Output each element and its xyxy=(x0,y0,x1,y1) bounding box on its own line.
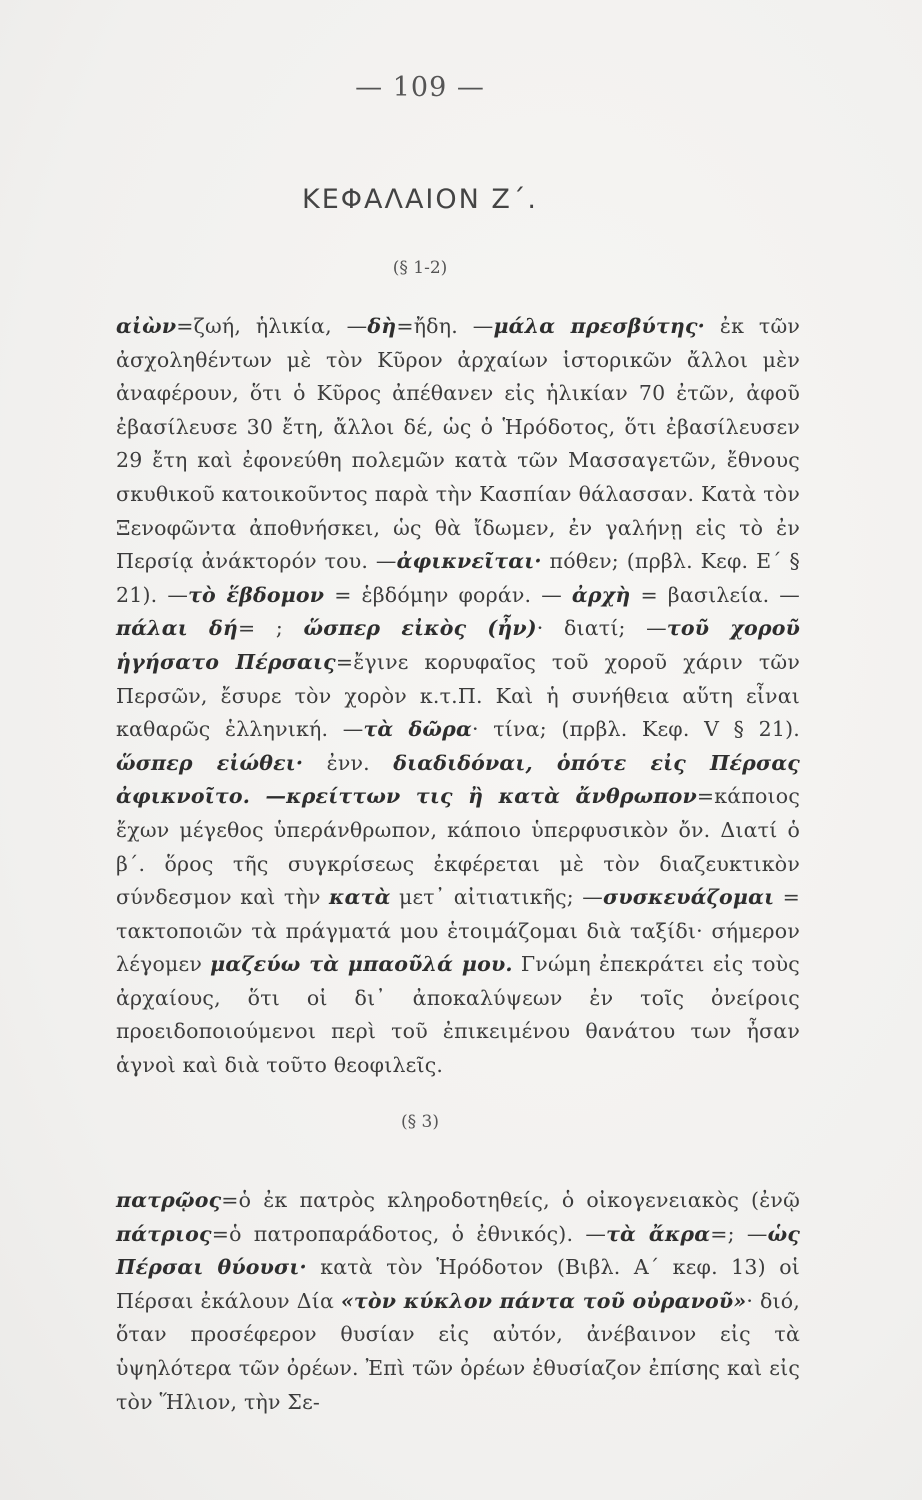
commentary-text: μετ᾽ αἰτιατικῆς; — xyxy=(390,885,603,910)
commentary-text: =; — xyxy=(710,1221,768,1246)
lemma-keyword: τὰ ἄκρα xyxy=(606,1221,711,1246)
commentary-text: · διό, ὅταν προσέφερον θυσίαν εἰς αὐτόν, ἀνέβαινον εἰς τὰ ὑψηλότερα τῶν ὀρέων. Ἐπὶ τῶν ὀρέων ἐθυσίαζον ἐπίσης καὶ εἰς τὸν Ἥλιον, τὴν Σε- xyxy=(116,1288,800,1414)
lemma-keyword: μαζεύω τὰ μπαοῦλά μου. xyxy=(210,952,513,977)
commentary-text: = τακτοποιῶν τὰ πράγματά μου ἑτοιμάζομαι διὰ ταξίδι· σήμερον λέγομεν xyxy=(116,885,800,977)
lemma-keyword: «τὸν κύκλον πάντα τοῦ οὐρανοῦ» xyxy=(340,1288,747,1313)
commentary-paragraph xyxy=(116,1184,800,1419)
section-reference-1-2: (§ 1-2) xyxy=(392,258,448,278)
commentary-text: ἐνν. xyxy=(303,750,394,775)
commentary-paragraph xyxy=(116,310,800,1083)
lemma-keyword: κατὰ xyxy=(329,885,391,910)
lemma-keyword: μάλα πρεσβύτης· xyxy=(493,314,706,338)
commentary-text: · διατί; — xyxy=(536,616,667,641)
commentary-section-3 xyxy=(116,1184,800,1419)
lemma-keyword: πάλαι δή xyxy=(116,616,238,641)
commentary-text: =κάποιος ἔχων μέγεθος ὑπεράνθρωπον, κάποιο ὑπερφυσικὸν ὄν. Διατί ὁ β΄. ὅρος τῆς συγκρίσεως ἐκφέρεται μὲ τὸν διαζευκτικὸν σύνδεσμον καὶ τὴν xyxy=(116,784,800,910)
lemma-keyword: τὰ δῶρα xyxy=(363,717,472,742)
commentary-text: =ζωή, ἡλικία, — xyxy=(176,314,368,338)
commentary-text: ἐκ τῶν ἀσχοληθέντων μὲ τὸν Κῦρον ἀρχαίων ἱστορικῶν ἄλλοι μὲν ἀναφέρουν, ὅτι ὁ Κῦρος ἀπέθανεν εἰς ἡλικίαν 70 ἐτῶν, ἀφοῦ ἐβασίλευσε 30 ἔτη, ἄλλοι δέ, ὡς ὁ Ἡρόδοτος, ὅτι ἐβασίλευσεν 29 ἔτη καὶ ἐφονεύθη πολεμῶν κατὰ τῶν Μασσαγετῶν, ἔθνους σκυθικοῦ κατοικοῦντος παρὰ τὴν Κασπίαν θάλασσαν. Κατὰ τὸν Ξενοφῶντα ἀποθνήσκει, ὡς θὰ ἴδωμεν, ἐν γαλήνῃ εἰς τὸ ἐν Περσίᾳ ἀνάκτορόν του. — xyxy=(116,314,801,574)
chapter-title: ΚΕΦΑΛΑΙΟΝ Ζ΄. xyxy=(301,184,538,215)
commentary-text: = βασιλεία. — xyxy=(630,582,800,607)
commentary-text: = ; xyxy=(237,616,304,641)
lemma-keyword: αἰὼν xyxy=(116,314,177,338)
commentary-text: =ἔγινε κορυφαῖος τοῦ χοροῦ χάριν τῶν Περσῶν, ἔσυρε τὸν χορὸν κ.τ.Π. Καὶ ἡ συνήθεια αὕτη εἶναι καθαρῶς ἑλληνική. — xyxy=(116,649,801,742)
lemma-keyword: ὥσπερ εἰώθει· xyxy=(116,750,304,775)
lemma-keyword: ἀρχὴ xyxy=(571,582,631,607)
page-number: — 109 — xyxy=(355,72,485,103)
section-reference-3: (§ 3) xyxy=(401,1112,439,1132)
commentary-text: πόθεν; (πρβλ. Κεφ. Ε΄ § 21). — xyxy=(116,549,800,607)
lemma-keyword: τὸ ἕβδομον xyxy=(188,582,325,607)
commentary-text: Γνώμη ἐπεκράτει εἰς τοὺς ἀρχαίους, ὅτι οἱ δι᾽ ἀποκαλύψεων ἐν τοῖς ὀνείροις προειδοποιούμενοι περὶ τοῦ ἐπικειμένου θανάτου των ἦσαν ἁγνοὶ καὶ διὰ τοῦτο θεοφιλεῖς. xyxy=(116,952,800,1078)
lemma-keyword: τοῦ χοροῦ ἡγήσατο Πέρσαις xyxy=(116,616,800,674)
commentary-text: κατὰ τὸν Ἡρόδοτον (Βιβλ. Α΄ κεφ. 13) οἱ Πέρσαι ἐκάλουν Δία xyxy=(116,1255,800,1313)
commentary-text: =ὁ πατροπαράδοτος, ὁ ἐθνικός). — xyxy=(211,1221,607,1246)
lemma-keyword: πατρῷος xyxy=(116,1188,222,1212)
lemma-keyword: δὴ xyxy=(367,314,397,338)
commentary-text: · τίνα; (πρβλ. Κεφ. V § 21). xyxy=(471,717,800,742)
commentary-text: = ἑβδόμην φοράν. — xyxy=(324,582,572,607)
lemma-keyword: ὥσπερ εἰκὸς (ἦν) xyxy=(303,616,537,641)
lemma-keyword: συσκευάζομαι xyxy=(603,885,775,910)
lemma-keyword: πάτριος xyxy=(116,1221,212,1246)
lemma-keyword: ὡς Πέρσαι θύουσι· xyxy=(116,1221,800,1280)
lemma-keyword: ἀφικνεῖται· xyxy=(396,549,542,574)
commentary-text: =ὁ ἐκ πατρὸς κληροδοτηθείς, ὁ οἰκογενειακὸς (ἐνῷ xyxy=(221,1188,800,1212)
commentary-section-1-2 xyxy=(116,310,800,1083)
commentary-text: =ἤδη. — xyxy=(396,314,494,338)
lemma-keyword: διαδιδόναι, ὁπότε εἰς Πέρσας ἀφικνοῖτο. —κρείττων τις ἢ κατὰ ἄνθρωπον xyxy=(116,750,800,809)
